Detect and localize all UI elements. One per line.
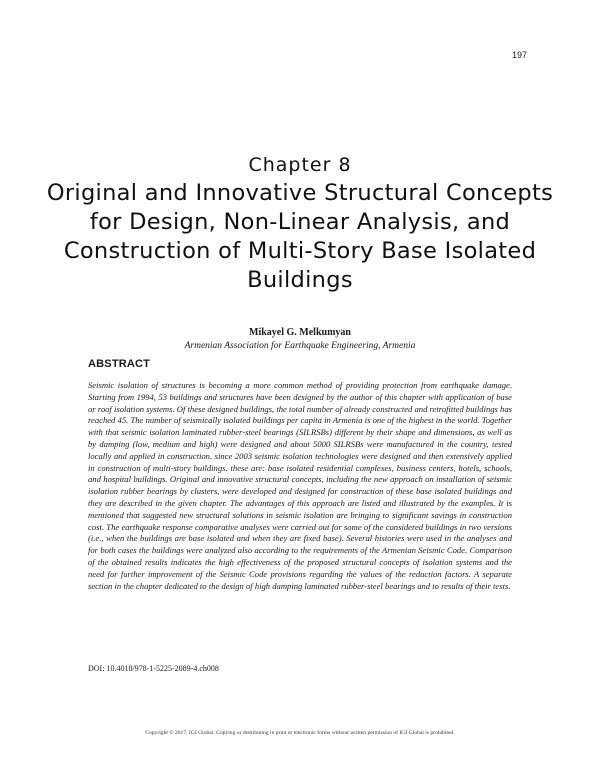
abstract-body: Seismic isolation of structures is becoming a more common method of providing protection from earthquake damage. Starting from 1994, 53 buildings and structures have been designed by the author of this chapter with application of base or roof isolation systems. Of these designed buildings, the total number of already constructed and retrofitted buildings has reached 45. The number of seismically isolated buildings per capita in Armenia is one of the highest in the world. Together with that seismic isolation laminated rubber-steel bearings (SILRSBs) different by their shape and dimensions, as well as by damping (low, medium and high) were designed and about 5000 SILRSBs were manufactured in the country, tested locally and applied in construction. since 2003 seismic isolation technologies were designed and then extensively applied in construction of multi-story buildings. these are: base isolated residential complexes, business centers, hotels, schools, and hospital buildings. Original and innovative structural concepts, including the new approach on installation of seismic isolation rubber bearings by clusters, were developed and designed for construction of these base isolated buildings and they are described in the given chapter. The advantages of this approach are listed and illustrated by the examples. It is mentioned that suggested new structural solutions in seismic isolation are bringing to significant savings in construction cost. The earthquake response comparative analyses were carried out for some of the considered buildings in two versions (i.e., when the buildings are base isolated and when they are fixed base). Several histories were used in the analyses and for both cases the buildings were analyzed also according to the requirements of the Armenian Seismic Code. Comparison of the obtained results indicates the high effectiveness of the proposed structural concepts of isolation systems and the need for further improvement of the Seismic Code provisions regarding the values of the reduction factors. A separate section in the chapter dedicated to the design of high damping laminated rubber-steel bearings and to results of their tests.: [88, 380, 512, 591]
chapter-label: Chapter 8: [248, 154, 352, 176]
author-name: Mikayel G. Melkumyan: [249, 327, 351, 338]
page-number: 197: [511, 50, 527, 60]
doi-text: DOI: 10.4018/978-1-5225-2089-4.ch008: [88, 664, 219, 673]
author-affiliation: Armenian Association for Earthquake Engineering, Armenia: [184, 341, 416, 351]
copyright-notice: Copyright © 2017, IGI Global. Copying or distributing in print or electronic forms without written permission of IGI Global is prohibited.: [145, 730, 455, 736]
chapter-title: Original and Innovative Structural Concepts for Design, Non-Linear Analysis, and Construction of Multi-Story Base Isolated Buildings: [46, 180, 554, 293]
abstract-heading: ABSTRACT: [88, 358, 151, 370]
